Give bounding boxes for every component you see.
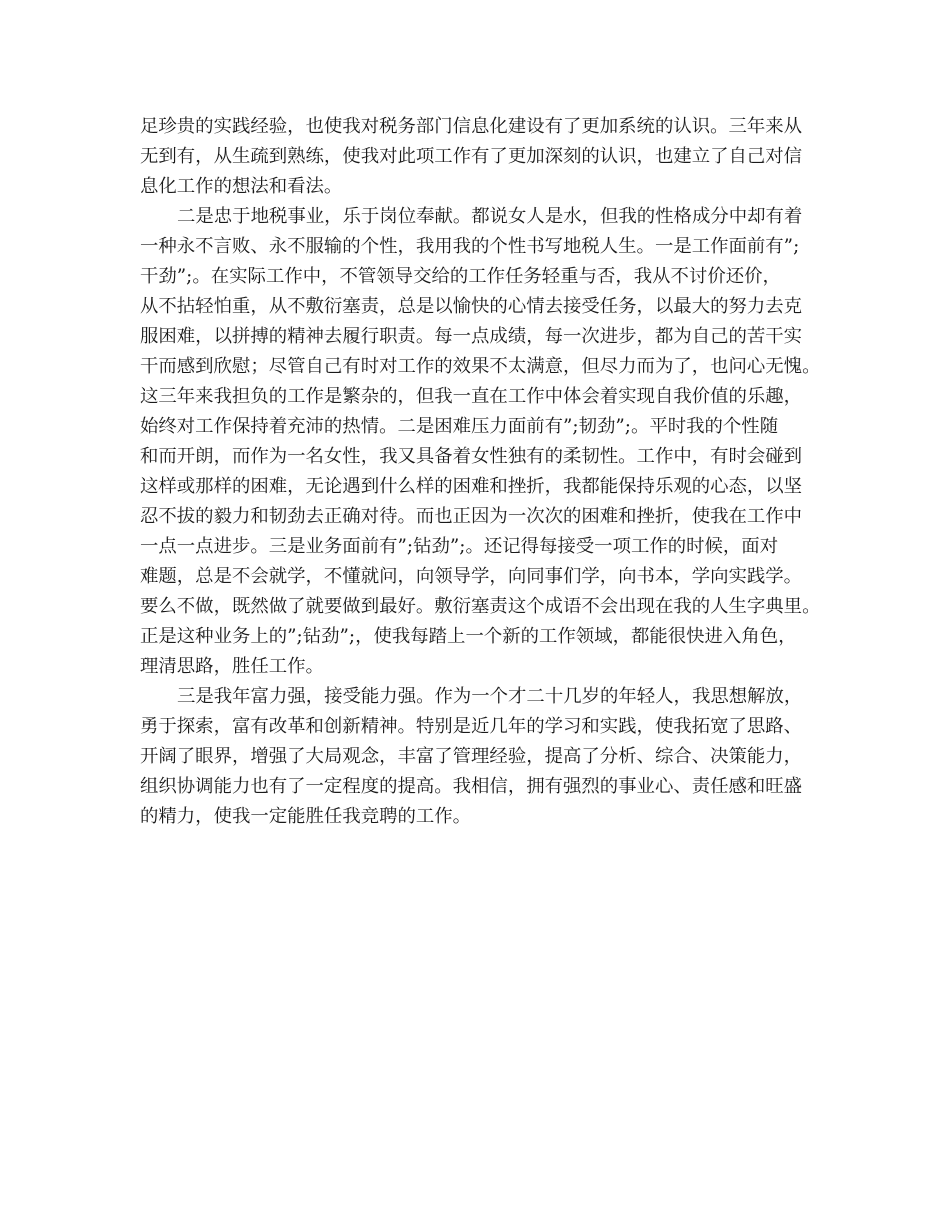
text-line: 三是我年富力强，接受能力强。作为一个才二十几岁的年轻人，我思想解放， <box>177 686 803 707</box>
text-line: 干劲”;。在实际工作中，不管领导交给的工作任务轻重与否，我从不讨价还价， <box>140 266 781 287</box>
paragraph <box>140 112 820 202</box>
text-line: 一种永不言败、永不服输的个性，我用我的个性书写地税人生。一是工作面前有”; <box>140 236 800 257</box>
text-line: 理清思路，胜任工作。 <box>140 656 324 677</box>
text-line: 无到有，从生疏到熟练，使我对此项工作有了更加深刻的认识，也建立了自己对信 <box>140 146 803 167</box>
text-line: 这三年来我担负的工作是繁杂的，但我一直在工作中体会着实现自我价值的乐趣， <box>140 386 803 407</box>
text-line: 二是忠于地税事业，乐于岗位奉献。都说女人是水，但我的性格成分中却有着 <box>177 206 803 227</box>
text-line: 忍不拔的毅力和韧劲去正确对待。而也正因为一次次的困难和挫折，使我在工作中 <box>140 506 803 527</box>
text-line: 服困难，以拼搏的精神去履行职责。每一点成绩，每一次进步，都为自己的苦干实 <box>140 326 803 347</box>
text-line: 要么不做，既然做了就要做到最好。敷衍塞责这个成语不会出现在我的人生字典里。 <box>140 596 820 617</box>
text-line: 组织协调能力也有了一定程度的提高。我相信，拥有强烈的事业心、责任感和旺盛 <box>140 776 803 797</box>
text-line: 足珍贵的实践经验，也使我对税务部门信息化建设有了更加系统的认识。三年来从 <box>140 116 803 137</box>
text-line: 难题，总是不会就学，不懂就问，向领导学，向同事们学，向书本，学向实践学。 <box>140 566 803 587</box>
text-line: 这样或那样的困难，无论遇到什么样的困难和挫折，我都能保持乐观的心态，以坚 <box>140 476 803 497</box>
paragraph <box>140 682 820 832</box>
text-line: 的精力，使我一定能胜任我竞聘的工作。 <box>140 806 472 827</box>
text-line: 开阔了眼界，增强了大局观念，丰富了管理经验，提高了分析、综合、决策能力， <box>140 746 803 767</box>
paragraph <box>140 202 820 682</box>
text-line: 干而感到欣慰；尽管自己有时对工作的效果不太满意，但尽力而为了，也问心无愧。 <box>140 356 820 377</box>
text-line: 一点一点进步。三是业务面前有”;钻劲”;。还记得每接受一项工作的时候，面对 <box>140 536 779 557</box>
text-line: 息化工作的想法和看法。 <box>140 176 343 197</box>
text-line: 正是这种业务上的”;钻劲”;，使我每踏上一个新的工作领域，都能很快进入角色， <box>140 626 797 647</box>
text-line: 和而开朗，而作为一名女性，我又具备着女性独有的柔韧性。工作中，有时会碰到 <box>140 446 803 467</box>
text-line: 从不拈轻怕重，从不敷衍塞责，总是以愉快的心情去接受任务，以最大的努力去克 <box>140 296 803 317</box>
text-line: 始终对工作保持着充沛的热情。二是困难压力面前有”;韧劲”;。平时我的个性随 <box>140 416 779 437</box>
document-body <box>140 112 820 832</box>
text-line: 勇于探索，富有改革和创新精神。特别是近几年的学习和实践，使我拓宽了思路、 <box>140 716 803 737</box>
